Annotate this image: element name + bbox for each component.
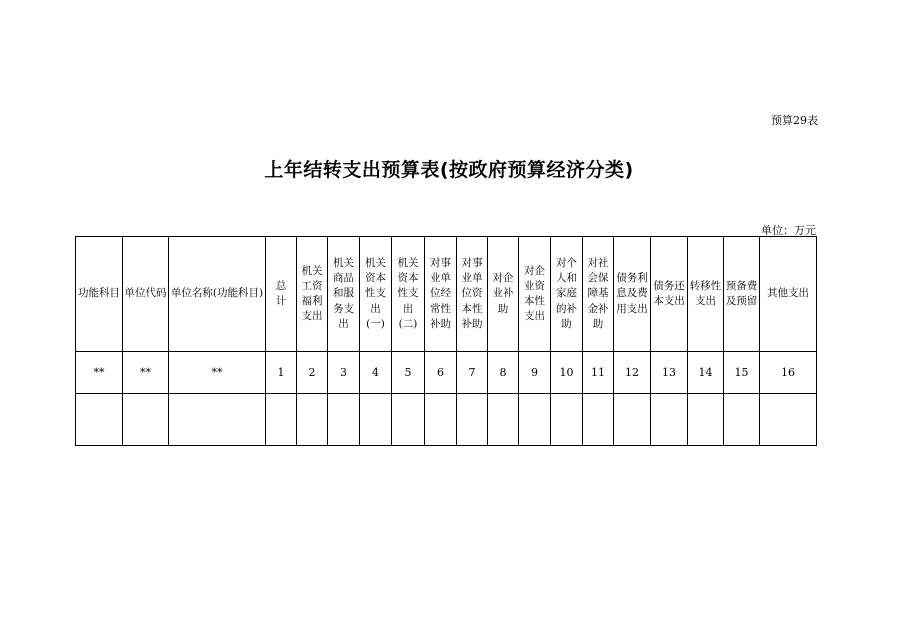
header-cell	[169, 237, 266, 352]
header-text: 功能科目	[78, 287, 120, 300]
index-cell: **	[169, 352, 266, 394]
header-text: 位资	[461, 287, 483, 300]
header-text: 助	[497, 302, 509, 315]
data-cell	[328, 394, 360, 446]
data-cell	[392, 394, 425, 446]
header-text: 债务利	[616, 272, 648, 285]
header-text: 及预留	[725, 295, 758, 307]
header-text: 机关	[397, 256, 419, 269]
unit-label: 单位：万元	[761, 224, 816, 237]
data-cell	[425, 394, 457, 446]
data-cell	[551, 394, 583, 446]
header-text: 对个	[556, 256, 577, 269]
header-text: 单位代码	[124, 287, 167, 300]
header-cell	[425, 237, 457, 352]
index-cell: **	[123, 352, 169, 394]
header-text: 业补	[492, 287, 514, 300]
index-cell: 8	[488, 352, 519, 394]
header-text: 对社	[587, 256, 609, 269]
data-cell	[457, 394, 488, 446]
data-cell	[123, 394, 169, 446]
header-cell	[760, 237, 817, 352]
header-text: 机关	[365, 256, 386, 269]
header-text: 息及费	[616, 287, 648, 300]
header-cell	[457, 237, 488, 352]
header-text: 支出	[524, 310, 545, 323]
header-text: 机关	[333, 256, 354, 269]
form-number: 预算29表	[771, 114, 818, 127]
header-text: 的补	[556, 302, 577, 315]
index-cell: 5	[392, 352, 425, 394]
header-cell	[614, 237, 651, 352]
header-cell	[583, 237, 614, 352]
header-text: 支出	[695, 295, 716, 307]
header-text: 商品	[333, 272, 354, 285]
header-cell	[551, 237, 583, 352]
header-text: 业单	[430, 272, 451, 285]
header-text: (二)	[398, 317, 418, 330]
index-cell: 12	[614, 352, 651, 394]
header-text: 福利	[301, 295, 323, 307]
header-text: 对企	[524, 264, 545, 277]
index-cell: 15	[724, 352, 760, 394]
header-text: 障基	[587, 287, 609, 300]
header-text: 位经	[430, 287, 451, 300]
table-header-row	[76, 237, 817, 352]
header-text: 出	[338, 317, 349, 330]
header-text: 助	[561, 317, 572, 330]
header-text: 对事	[461, 256, 483, 269]
index-cell: 9	[519, 352, 551, 394]
page-title: 上年结转支出预算表(按政府预算经济分类)	[264, 159, 634, 181]
header-text: 单位名称(功能科目)	[170, 287, 264, 300]
header-text: 性支	[397, 287, 419, 300]
header-text: 业单	[461, 272, 483, 285]
index-cell: 2	[297, 352, 328, 394]
header-text: 对企	[492, 272, 514, 285]
header-cell	[297, 237, 328, 352]
header-cell	[266, 237, 297, 352]
data-cell	[614, 394, 651, 446]
header-text: 补助	[461, 317, 483, 330]
header-text: 转移性	[689, 279, 722, 292]
index-cell: **	[76, 352, 123, 394]
data-cell	[76, 394, 123, 446]
header-text: 人和	[556, 272, 577, 285]
index-cell: 13	[651, 352, 688, 394]
index-cell: 10	[551, 352, 583, 394]
data-cell	[360, 394, 392, 446]
header-text: 和服	[333, 287, 354, 300]
header-text: 计	[275, 295, 287, 307]
header-text: 资本	[365, 272, 386, 285]
header-cell	[392, 237, 425, 352]
header-text: 债务还	[653, 279, 685, 292]
header-cell	[488, 237, 519, 352]
index-cell: 6	[425, 352, 457, 394]
header-text: 金补	[587, 302, 609, 315]
header-text: 助	[592, 317, 604, 330]
header-text: (一)	[366, 317, 385, 330]
header-text: 务支	[333, 302, 354, 315]
header-cell	[328, 237, 360, 352]
data-cell	[266, 394, 297, 446]
header-cell	[76, 237, 123, 352]
header-text: 用支出	[616, 302, 648, 315]
header-text: 预备费	[725, 279, 758, 292]
header-text: 补助	[430, 317, 451, 330]
data-cell	[583, 394, 614, 446]
header-text: 出	[370, 302, 381, 315]
header-text: 本支出	[653, 295, 685, 307]
header-text: 会保	[587, 272, 609, 285]
index-cell: 11	[583, 352, 614, 394]
header-text: 总	[275, 279, 287, 292]
index-cell: 3	[328, 352, 360, 394]
budget-table	[75, 236, 817, 446]
data-cell	[519, 394, 551, 446]
header-cell	[724, 237, 760, 352]
header-text: 出	[402, 302, 414, 315]
header-text: 支出	[301, 310, 323, 323]
index-cell: 14	[688, 352, 724, 394]
header-text: 家庭	[556, 287, 577, 300]
index-cell: 4	[360, 352, 392, 394]
header-text: 常性	[430, 302, 451, 315]
data-cell	[760, 394, 817, 446]
index-cell: 16	[760, 352, 817, 394]
table-index-row	[76, 352, 817, 394]
header-text: 工资	[301, 279, 323, 292]
header-cell	[688, 237, 724, 352]
table-blank-row	[76, 394, 817, 446]
header-text: 业资	[524, 279, 545, 292]
header-text: 对事	[430, 256, 451, 269]
header-text: 本性	[461, 302, 483, 315]
header-cell	[519, 237, 551, 352]
header-text: 性支	[365, 287, 386, 300]
header-cell	[360, 237, 392, 352]
header-text: 其他支出	[767, 287, 809, 300]
header-text: 本性	[524, 295, 545, 307]
header-cell	[651, 237, 688, 352]
index-cell: 1	[266, 352, 297, 394]
data-cell	[688, 394, 724, 446]
data-cell	[297, 394, 328, 446]
header-text: 机关	[301, 264, 323, 277]
index-cell: 7	[457, 352, 488, 394]
data-cell	[651, 394, 688, 446]
data-cell	[488, 394, 519, 446]
data-cell	[724, 394, 760, 446]
data-cell	[169, 394, 266, 446]
header-text: 资本	[397, 272, 419, 285]
header-cell	[123, 237, 169, 352]
